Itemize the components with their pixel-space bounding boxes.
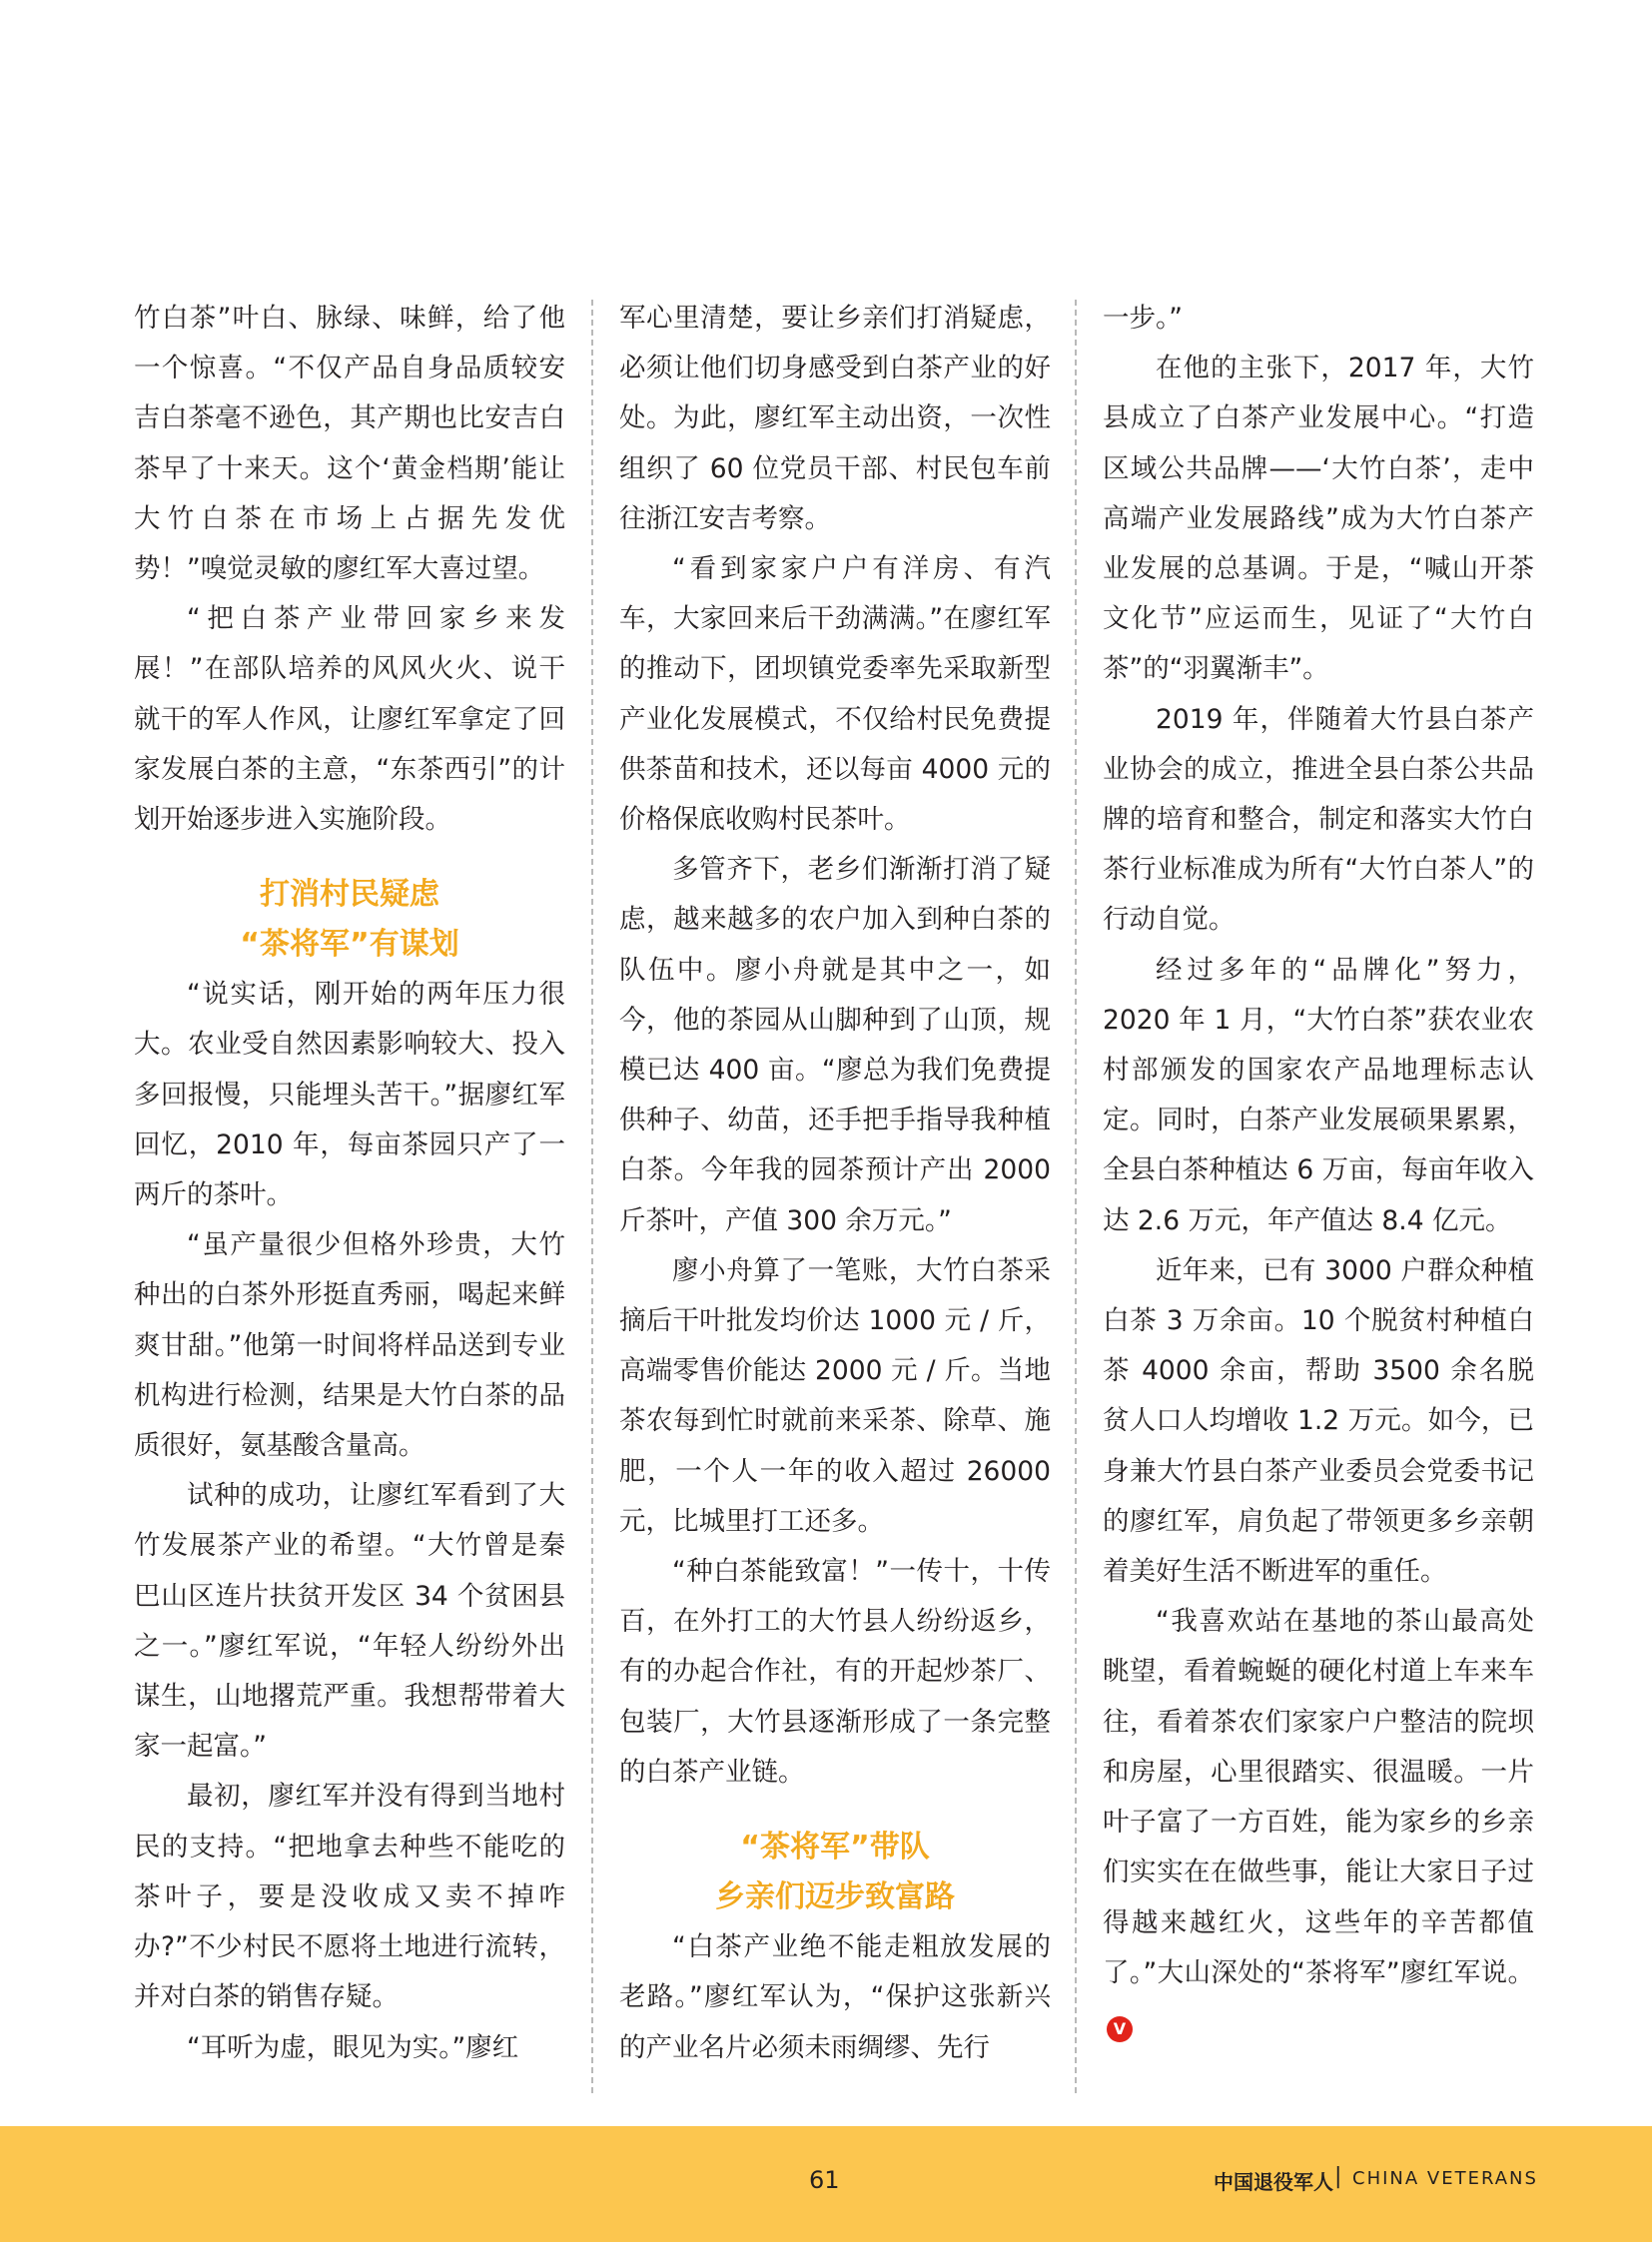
article-column-2 (619, 294, 1051, 2091)
paragraph: 2019 年，伴随着大竹县白茶产业协会的成立，推进全县白茶公共品牌的培育和整合，制定和落实大竹白茶行业标准成为所有“大竹白茶人”的行动自觉。 (1103, 703, 1534, 936)
paragraph: “虽产量很少但格外珍贵，大竹种出的白茶外形挺直秀丽，喝起来鲜爽甘甜。”他第一时间将样品送到专业机构进行检测，结果是大竹白茶的品质很好，氨基酸含量高。 (134, 1229, 565, 1462)
end-mark-icon: V (1107, 2016, 1133, 2042)
column-divider (591, 300, 593, 2093)
magazine-name-cn: 中国退役军人 (1214, 2170, 1333, 2194)
footer-band (0, 2126, 1652, 2242)
paragraph: 廖小舟算了一笔账，大竹白茶采摘后干叶批发均价达 1000 元 / 斤，高端零售价能达 2000 元 / 斤。当地茶农每到忙时就前来采茶、除草、施肥，一个人一年的收入超过 26000 元，比城里打工还多。 (619, 1254, 1051, 1537)
article-column-3 (1103, 294, 1534, 2091)
paragraph: “说实话，刚开始的两年压力很大。农业受自然因素影响较大、投入多回报慢，只能埋头苦干。”据廖红军回忆，2010 年，每亩茶园只产了一两斤的茶叶。 (134, 979, 565, 1211)
paragraph: “种白茶能致富！”一传十，十传百，在外打工的大竹县人纷纷返乡，有的办起合作社，有的开起炒茶厂、包装厂，大竹县逐渐形成了一条完整的白茶产业链。 (619, 1556, 1051, 1788)
paragraph: 试种的成功，让廖红军看到了大竹发展茶产业的希望。“大竹曾是秦巴山区连片扶贫开发区 34 个贫困县之一。”廖红军说，“年轻人纷纷外出谋生，山地撂荒严重。我想帮带着大家一起富。” (134, 1480, 565, 1763)
page-number: 61 (809, 2166, 840, 2194)
paragraph: 多管齐下，老乡们渐渐打消了疑虑，越来越多的农户加入到种白茶的队伍中。廖小舟就是其中之一，如今，他的茶园从山脚种到了山顶，规模已达 400 亩。“廖总为我们免费提供种子、幼苗，还手把手指导我种植白茶。今年我的园茶预计产出 2000 斤茶叶，产值 300 余万元。” (619, 854, 1051, 1236)
paragraph: “看到家家户户有洋房、有汽车，大家回来后干劲满满。”在廖红军的推动下，团坝镇党委率先采取新型产业化发展模式，不仅给村民免费提供茶苗和技术，还以每亩 4000 元的价格保底收购村民茶叶。 (619, 553, 1051, 836)
paragraph: 经过多年的“品牌化”努力，2020 年 1 月，“大竹白茶”获农业农村部颁发的国家农产品地理标志认定。同时，白茶产业发展硕果累累，全县白茶种植达 6 万亩，每亩年收入达 2.6 万元，年产值达 8.4 亿元。 (1103, 954, 1534, 1236)
magazine-name-en: CHINA VETERANS (1352, 2168, 1538, 2189)
column-divider (1075, 300, 1077, 2093)
article-column-1 (134, 294, 565, 2091)
paragraph: 在他的主张下，2017 年，大竹县成立了白茶产业发展中心。“打造区域公共品牌——‘大竹白茶’，走中高端产业发展路线”成为大竹白茶产业发展的总基调。于是，“喊山开茶文化节”应运而生，见证了“大竹白茶”的“羽翼渐丰”。 (1103, 353, 1534, 685)
paragraph: 近年来，已有 3000 户群众种植白茶 3 万余亩。10 个脱贫村种植白茶 4000 余亩，帮助 3500 余名脱贫人口人均增收 1.2 万元。如今，已身兼大竹县白茶产业委员会党委书记的廖红军，肩负起了带领更多乡亲朝着美好生活不断进军的重任。 (1103, 1254, 1534, 1588)
paragraph (1103, 1597, 1534, 2048)
paragraph: “白茶产业绝不能走粗放发展的老路。”廖红军认为，“保护这张新兴的产业名片必须未雨绸缪、先行 (619, 1931, 1051, 2063)
section-heading-line: “茶将军”有谋划 (240, 927, 459, 963)
paragraph: 竹白茶”叶白、脉绿、味鲜，给了他一个惊喜。“不仅产品自身品质较安吉白茶毫不逊色，其产期也比安吉白茶早了十来天。这个‘黄金档期’能让大竹白茶在市场上占据先发优势！”嗅觉灵敏的廖红军大喜过望。 (134, 303, 565, 585)
paragraph: 最初，廖红军并没有得到当地村民的支持。“把地拿去种些不能吃的茶叶子，要是没收成又卖不掉咋办?”不少村民不愿将土地进行流转，并对白茶的销售存疑。 (134, 1781, 565, 2013)
paragraph: 一步。” (1103, 303, 1183, 334)
paragraph-text: “我喜欢站在基地的茶山最高处眺望，看着蜿蜒的硬化村道上车来车往，看着茶农们家家户户整洁的院坝和房屋，心里很踏实、很温暖。一片叶子富了一方百姓，能为家乡的乡亲们实实在在做些事，能让大家日子过得越来越红火，这些年的辛苦都值了。”大山深处的“茶将军”廖红军说。 (1103, 1606, 1534, 1988)
paragraph: “把白茶产业带回家乡来发展！”在部队培养的风风火火、说干就干的军人作风，让廖红军拿定了回家发展白茶的主意，“东茶西引”的计划开始逐步进入实施阶段。 (134, 603, 565, 836)
section-heading-line: 打消村民疑虑 (260, 877, 439, 913)
paragraph: 军心里清楚，要让乡亲们打消疑虑，必须让他们切身感受到白茶产业的好处。为此，廖红军主动出资，一次性组织了 60 位党员干部、村民包车前往浙江安吉考察。 (619, 303, 1051, 534)
paragraph: “耳听为虚，眼见为实。”廖红 (187, 2031, 519, 2063)
magazine-name-separator: | (1334, 2164, 1342, 2189)
section-heading-line: 乡亲们迈步致富路 (715, 1879, 955, 1915)
section-heading-line: “茶将军”带队 (740, 1830, 930, 1866)
